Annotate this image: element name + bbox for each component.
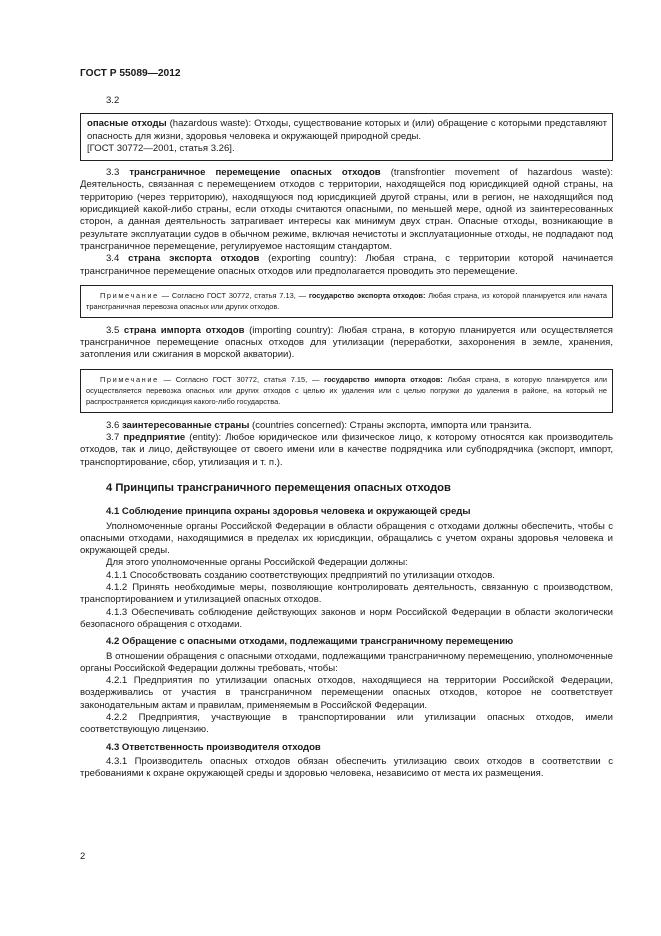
clause-4-3-1: 4.3.1 Производитель опасных отходов обязан обеспечить утилизацию своих отходов в соответствии с требованиями к охране окружающей среды и здоровью человека, независимо от места их размещения. bbox=[80, 755, 613, 780]
paragraph: Для этого уполномоченные органы Российской Федерации должны: bbox=[106, 557, 408, 569]
definition-hazardous-waste: опасные отходы (hazardous waste): Отходы, существование которых и (или) обращение с которыми представляют опасность для жизни, здоровья человека и окружающей природной среды. bbox=[87, 118, 608, 142]
subsection-4-3-heading: 4.3 Ответственность производителя отходов bbox=[106, 741, 321, 753]
clause-3-7: 3.7 предприятие (entity): Любое юридическое или физическое лицо, к которому относятся как производитель отходов, так и лицо, действующее от своего имени или в качестве подрядчика или субподрядчика (экспорт, импорт, транспортирование, сбор, утилизация и т. п.). bbox=[80, 432, 613, 468]
clause-4-2-2: 4.2.2 Предприятия, участвующие в транспортировании или утилизации опасных отходов, имели соответствующую лицензию. bbox=[80, 711, 613, 736]
clause-3-5: 3.5 страна импорта отходов (importing country): Любая страна, в которую планируется или осуществляется трансграничное перемещение опасных отходов для утилизации (переработки, захоронения в земле, хранения, затопления или сжигания в морской акватории). bbox=[80, 324, 613, 361]
note-text: Примечание — Согласно ГОСТ 30772, статья 7.15, — государство импорта отходов: Любая страна, в которую планируется или осуществляется перевозка опасных или других отходов с целью их удаления или с целью погрузки до удаления в районе, на который не распространяется юрисдикция какого-либо государства. bbox=[86, 374, 607, 406]
page-number: 2 bbox=[80, 851, 86, 862]
term: предприятие bbox=[123, 432, 186, 444]
clause-4-1-1: 4.1.1 Способствовать созданию соответствующих предприятий по утилизации отходов. bbox=[106, 569, 495, 581]
note-box-1 bbox=[80, 285, 613, 318]
page-header: ГОСТ Р 55089—2012 bbox=[80, 68, 181, 79]
paragraph: В отношении обращения с опасными отходами, подлежащими трансграничному перемещению, уполномоченные органы Российской Федерации должны требовать, чтобы: bbox=[80, 650, 613, 674]
section-4-heading: 4 Принципы трансграничного перемещения опасных отходов bbox=[106, 481, 451, 494]
note-term: государство экспорта отходов: bbox=[308, 290, 426, 300]
term: страна импорта отходов bbox=[123, 324, 245, 336]
term: трансграничное перемещение опасных отходов bbox=[129, 167, 381, 179]
note-text: Примечание — Согласно ГОСТ 30772, статья 7.13, — государство экспорта отходов: Любая страна, из которой планируется или начата трансграничная перевозка опасных или других отходов. bbox=[86, 290, 607, 311]
term: опасные отходы bbox=[87, 118, 167, 130]
clause-3-6: 3.6 заинтересованные страны (countries concerned): Страны экспорта, импорта или транзита. bbox=[106, 419, 532, 431]
note-label: Примечание bbox=[100, 290, 159, 300]
clause-4-1-2: 4.1.2 Принять необходимые меры, позволяющие контролировать деятельность, связанную с производством, транспортированием и утилизацией опасных отходов. bbox=[80, 582, 613, 606]
note-label: Примечание bbox=[100, 374, 159, 384]
note-box-2 bbox=[80, 369, 613, 413]
clause-3-2-number: 3.2 bbox=[106, 95, 120, 106]
clause-3-4: 3.4 страна экспорта отходов (exporting country): Любая страна, с территории которой начинается трансграничное перемещение опасных отходов или предполагается проводить это перемещение. bbox=[80, 253, 613, 277]
subsection-4-2-heading: 4.2 Обращение с опасными отходами, подлежащими трансграничному перемещению bbox=[106, 636, 514, 648]
definition-box bbox=[80, 113, 613, 161]
note-term: государство импорта отходов: bbox=[324, 374, 443, 384]
paragraph: Уполномоченные органы Российской Федерации в области обращения с отходами должны обеспечить, чтобы с опасными отходами, находящимися в пределах их юрисдикции, обращались с учетом охраны здоровья человека и окружающей среды. bbox=[80, 520, 613, 557]
subsection-4-1-heading: 4.1 Соблюдение принципа охраны здоровья человека и окружающей среды bbox=[106, 506, 471, 518]
term: страна экспорта отходов bbox=[128, 253, 260, 265]
clause-4-2-1: 4.2.1 Предприятия по утилизации опасных отходов, находящиеся на территории Российской Федерации, воздерживались от участия в трансграничном перемещении опасных отходов, которое не соответствует законодательным актам и правилам, применяемым в Российской Федерации. bbox=[80, 675, 613, 711]
definition-reference: [ГОСТ 30772—2001, статья 3.26]. bbox=[87, 142, 235, 154]
clause-3-3: 3.3 трансграничное перемещение опасных отходов (transfrontier movement of hazardous waste): Деятельность, связанная с перемещением отходов с территории, находящейся под юрисдикцией одной страны, на территорию (через территорию), находящуюся под юрисдикцией другой страны, или в регион, не находящийся под юрисдикцией какой-либо страны, если отходы считаются опасными, по меньшей мере, одной из заинтересованных сторон, а данная деятельность затрагивает интересы как минимум двух стран. Опасные отходы, возникающие в результате эксплуатации судов в обычном режиме, включая нечистоты и эксплуатационные отходы, не подпадают под трансграничное перемещение, регулируемое настоящим стандартом. bbox=[80, 167, 613, 252]
term: заинтересованные страны bbox=[121, 419, 250, 431]
page-content bbox=[80, 95, 613, 780]
clause-4-1-3: 4.1.3 Обеспечивать соблюдение действующих законов и норм Российской Федерации в области экологически безопасного обращения с отходами. bbox=[80, 606, 613, 630]
